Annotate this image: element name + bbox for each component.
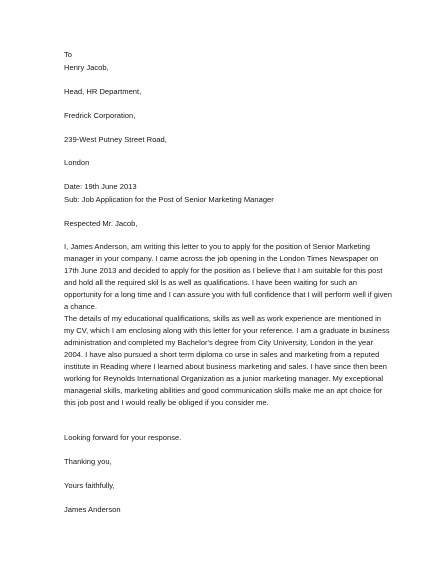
body-line: working for Reynolds International Organization as a junior marketing manager. My exceptional [64,374,384,383]
recipient-title: Head, HR Department, [64,87,142,96]
letter-date: Date: 19th June 2013 [64,182,137,191]
body-line: The details of my educational qualifications, skills as well as work experience are mentioned in [64,314,381,323]
body-line: manager in your company. I came across the job opening in the London Times Newspaper on [64,254,379,263]
closing-line: Looking forward for your response. [64,433,182,442]
signature-name: James Anderson [64,505,121,514]
body-line: managerial skills, marketing abilities and good communication skills make me an apt choice for [64,386,383,395]
body-line: my CV, which I am enclosing along with this letter for your reference. I am a graduate in business [64,326,390,335]
company-name: Fredrick Corporation, [64,111,136,120]
city: London [64,158,90,167]
body-line: 17th June 2013 and decided to apply for the position as I believe that I am suitable for this post [64,266,383,275]
sign-off: Yours faithfully, [64,481,115,490]
to-label: To [64,50,73,59]
body-line: and hold all the required skil ls as well as qualifications. I have been waiting for such an [64,278,357,287]
body-line: a chance. [64,302,97,311]
recipient-name: Henry Jacob, [64,63,109,72]
body-line: institute in Reading where I learned about business marketing and sales. I have since then been [64,362,387,371]
salutation: Respected Mr. Jacob, [64,219,138,228]
body-line: administration and completed my Bachelor's degree from City University, London in the year [64,338,374,347]
body-line: opportunity for a long time and I can assure you with full confidence that I will perform well if given [64,290,392,299]
body-line: I, James Anderson, am writing this letter to you to apply for the position of Senior Marketing [64,242,371,251]
thanks-line: Thanking you, [64,457,112,466]
body-line: this job post and I would really be obliged if you consider me. [64,398,269,407]
letter-subject: Sub: Job Application for the Post of Senior Marketing Manager [64,195,274,204]
street-address: 239-West Putney Street Road, [64,135,167,144]
body-line: 2004. I have also pursued a short term diploma co urse in sales and marketing from a reputed [64,350,380,359]
